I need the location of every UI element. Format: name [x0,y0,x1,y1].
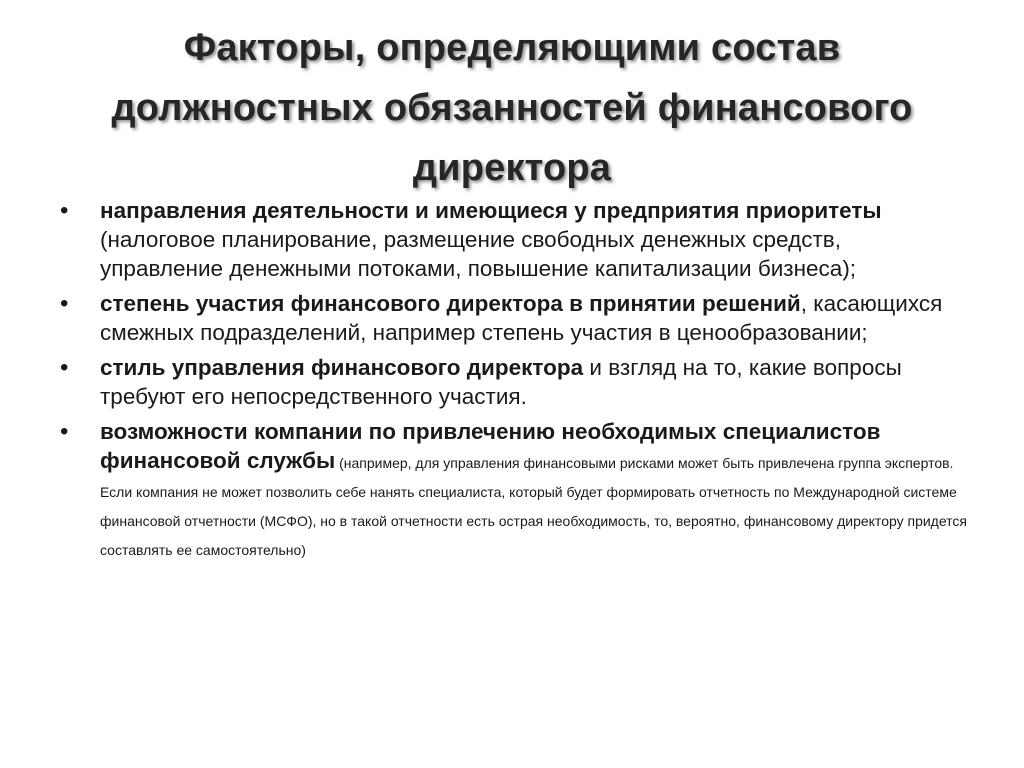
bullet-list [58,196,968,568]
bullet-item-management-style [58,353,968,411]
bullet-dot-icon: • [60,354,69,381]
bullet-text: и взгляд на то, какие вопросы требуют его непосредственного участия. [100,355,902,409]
bullet-item-hiring-capabilities [58,417,968,562]
bullet-dot-icon: • [60,418,69,445]
bullet-item-decision-participation [58,289,968,347]
bullet-dot-icon: • [60,197,69,224]
bullet-bold-text: степень участия финансового директора в принятии решений [100,291,801,316]
bullet-text: , касающихся смежных подразделений, например степень участия в ценообразовании; [100,291,943,345]
bullet-item-priorities [58,196,968,283]
bullet-dot-icon: • [60,290,69,317]
bullet-bold-text: возможности компании по привлечению необходимых специалистов финансовой службы [100,419,881,473]
bullet-bold-text: стиль управления финансового директора [100,355,584,380]
bullet-text: (налоговое планирование, размещение свободных денежных средств, управление денежными потоками, повышение капитализации бизнеса); [100,227,857,281]
bullet-small-text: (например, для управления финансовыми рисками может быть привлечена группа экспертов. Если компания не может позволить себе нанять специалиста, который будет формировать отчетность по Международной системе финансовой отчетности (МСФО), но в такой отчетности есть острая необходимость, то, вероятно, финансовому директору придется составлять ее самостоятельно) [100,455,968,558]
slide-title: Факторы, определяющими состав должностных обязанностей финансового директора [111,27,913,189]
bullet-bold-text: направления деятельности и имеющиеся у предприятия приоритеты [100,198,882,223]
